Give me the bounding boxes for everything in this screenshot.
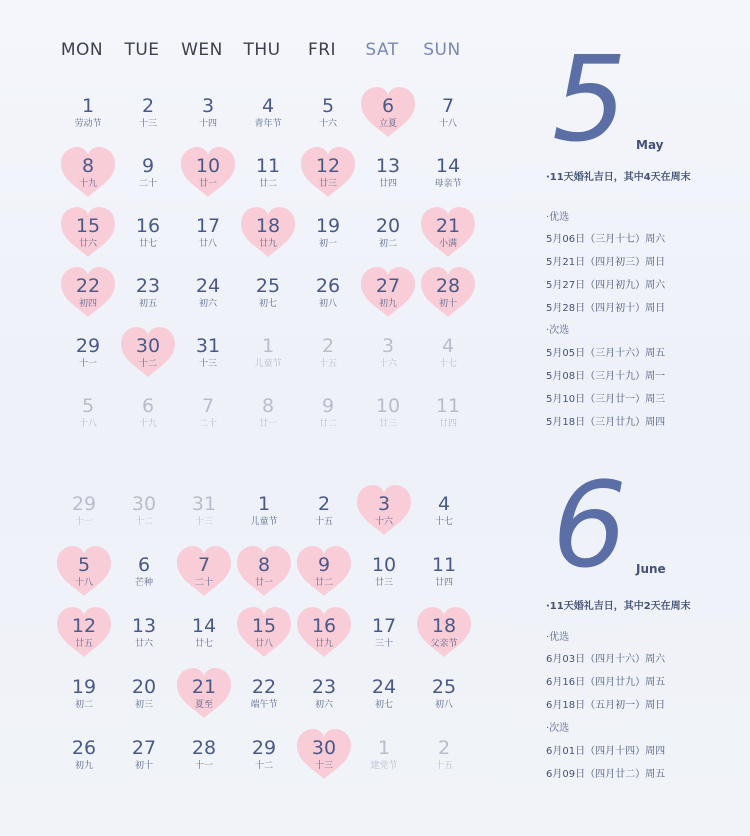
lunar-date-label: 儿童节 xyxy=(254,359,282,369)
day-cell xyxy=(358,206,418,262)
day-number: 5 xyxy=(321,95,335,117)
day-number: 26 xyxy=(71,737,97,759)
day-cell xyxy=(414,728,474,784)
date-recommendation: 5月21日（四月初三）周日 xyxy=(546,257,666,268)
lunar-date-label: 廿八 xyxy=(254,639,273,649)
lunar-date-label: 廿九 xyxy=(314,639,333,649)
lunar-date-label: 初一 xyxy=(318,239,337,249)
lunar-date-label: 初七 xyxy=(374,700,393,710)
lunar-date-label: 廿六 xyxy=(78,239,97,249)
june-best-label: ·优选 xyxy=(546,632,570,643)
date-recommendation: 6月03日（四月十六）周六 xyxy=(546,654,666,665)
day-number: 14 xyxy=(191,615,217,637)
day-number: 13 xyxy=(375,155,401,177)
lunar-date-label: 廿七 xyxy=(194,639,213,649)
day-cell xyxy=(354,728,414,784)
day-cell xyxy=(238,266,298,322)
day-cell xyxy=(298,86,358,142)
day-number: 6 xyxy=(381,95,395,117)
lunar-date-label: 十八 xyxy=(78,419,97,429)
lunar-date-label: 父亲节 xyxy=(430,639,458,649)
day-number: 28 xyxy=(435,275,461,297)
lunar-date-label: 十六 xyxy=(378,359,397,369)
day-cell xyxy=(358,386,418,442)
day-number: 4 xyxy=(261,95,275,117)
day-number: 19 xyxy=(71,676,97,698)
lunar-date-label: 二十 xyxy=(194,578,213,588)
day-cell xyxy=(418,386,478,442)
weekday-header xyxy=(52,40,532,70)
lunar-date-label: 劳动节 xyxy=(74,119,102,129)
lunar-date-label: 十九 xyxy=(138,419,157,429)
auspicious-day-cell xyxy=(234,545,294,601)
weekday-mon: MON xyxy=(60,40,104,60)
day-number: 18 xyxy=(431,615,457,637)
lunar-date-label: 母亲节 xyxy=(434,179,462,189)
lunar-date-label: 十八 xyxy=(438,119,457,129)
day-number: 21 xyxy=(191,676,217,698)
date-recommendation: 5月10日（三月廿一）周三 xyxy=(546,394,666,405)
lunar-date-label: 廿三 xyxy=(374,578,393,588)
lunar-date-label: 廿二 xyxy=(258,179,277,189)
day-cell xyxy=(174,484,234,540)
lunar-date-label: 儿童节 xyxy=(250,517,278,527)
day-cell xyxy=(114,606,174,662)
day-number: 4 xyxy=(441,335,455,357)
day-number: 10 xyxy=(195,155,221,177)
weekday-tue: TUE xyxy=(124,40,160,60)
day-cell xyxy=(354,667,414,723)
day-cell xyxy=(114,728,174,784)
lunar-date-label: 十五 xyxy=(314,517,333,527)
day-number: 29 xyxy=(251,737,277,759)
day-number: 8 xyxy=(257,554,271,576)
lunar-date-label: 初九 xyxy=(378,299,397,309)
lunar-date-label: 立夏 xyxy=(378,119,397,129)
day-number: 15 xyxy=(251,615,277,637)
day-cell xyxy=(358,146,418,202)
day-cell xyxy=(54,667,114,723)
day-number: 20 xyxy=(375,215,401,237)
day-number: 7 xyxy=(441,95,455,117)
lunar-date-label: 十三 xyxy=(138,119,157,129)
day-cell xyxy=(418,86,478,142)
lunar-date-label: 廿九 xyxy=(258,239,277,249)
lunar-date-label: 初二 xyxy=(74,700,93,710)
auspicious-day-cell xyxy=(54,606,114,662)
day-number: 30 xyxy=(135,335,161,357)
auspicious-day-cell xyxy=(358,266,418,322)
day-cell xyxy=(178,326,238,382)
date-recommendation: 5月18日（三月廿九）周四 xyxy=(546,417,666,428)
lunar-date-label: 廿四 xyxy=(378,179,397,189)
day-number: 8 xyxy=(261,395,275,417)
day-cell xyxy=(354,545,414,601)
day-number: 17 xyxy=(371,615,397,637)
auspicious-day-cell xyxy=(118,326,178,382)
weekday-sat: SAT xyxy=(365,40,399,60)
lunar-date-label: 十五 xyxy=(434,761,453,771)
day-number: 24 xyxy=(371,676,397,698)
date-recommendation: 5月27日（四月初九）周六 xyxy=(546,280,666,291)
day-number: 12 xyxy=(71,615,97,637)
day-cell xyxy=(418,326,478,382)
day-number: 2 xyxy=(317,493,331,515)
lunar-date-label: 廿一 xyxy=(198,179,217,189)
day-number: 11 xyxy=(435,395,461,417)
date-recommendation: 5月05日（三月十六）周五 xyxy=(546,348,666,359)
lunar-date-label: 建党节 xyxy=(370,761,398,771)
date-recommendation: 5月28日（四月初十）周日 xyxy=(546,303,666,314)
day-number: 16 xyxy=(311,615,337,637)
day-number: 7 xyxy=(197,554,211,576)
day-cell xyxy=(118,146,178,202)
day-number: 5 xyxy=(81,395,95,417)
lunar-date-label: 十三 xyxy=(194,517,213,527)
day-cell xyxy=(114,545,174,601)
lunar-date-label: 十八 xyxy=(74,578,93,588)
date-recommendation: 6月18日（五月初一）周日 xyxy=(546,700,666,711)
day-number: 1 xyxy=(257,493,271,515)
day-number: 31 xyxy=(191,493,217,515)
lunar-date-label: 三十 xyxy=(374,639,393,649)
lunar-date-label: 二十 xyxy=(138,179,157,189)
lunar-date-label: 廿五 xyxy=(74,639,93,649)
lunar-date-label: 初七 xyxy=(258,299,277,309)
day-number: 14 xyxy=(435,155,461,177)
lunar-date-label: 端午节 xyxy=(250,700,278,710)
auspicious-day-cell xyxy=(58,266,118,322)
day-cell xyxy=(118,206,178,262)
auspicious-day-cell xyxy=(418,206,478,262)
day-number: 30 xyxy=(131,493,157,515)
lunar-date-label: 廿七 xyxy=(138,239,157,249)
day-cell xyxy=(178,386,238,442)
day-cell xyxy=(298,326,358,382)
day-number: 23 xyxy=(135,275,161,297)
date-recommendation: 6月09日（四月廿二）周五 xyxy=(546,769,666,780)
auspicious-day-cell xyxy=(414,606,474,662)
auspicious-day-cell xyxy=(234,606,294,662)
day-cell xyxy=(298,266,358,322)
may-best-label: ·优选 xyxy=(546,212,570,223)
date-recommendation: 6月01日（四月十四）周四 xyxy=(546,746,666,757)
lunar-date-label: 十六 xyxy=(374,517,393,527)
lunar-date-label: 十九 xyxy=(78,179,97,189)
lunar-date-label: 小满 xyxy=(438,239,457,249)
auspicious-day-cell xyxy=(54,545,114,601)
day-cell xyxy=(114,484,174,540)
lunar-date-label: 十七 xyxy=(438,359,457,369)
day-number: 20 xyxy=(131,676,157,698)
lunar-date-label: 初四 xyxy=(78,299,97,309)
day-cell xyxy=(174,606,234,662)
lunar-date-label: 十二 xyxy=(138,359,157,369)
weekday-wen: WEN xyxy=(181,40,223,60)
auspicious-day-cell xyxy=(238,206,298,262)
lunar-date-label: 十二 xyxy=(134,517,153,527)
lunar-date-label: 十三 xyxy=(314,761,333,771)
lunar-date-label: 廿八 xyxy=(198,239,217,249)
day-number: 28 xyxy=(191,737,217,759)
lunar-date-label: 初八 xyxy=(434,700,453,710)
day-number: 9 xyxy=(317,554,331,576)
day-number: 2 xyxy=(141,95,155,117)
day-cell xyxy=(178,266,238,322)
lunar-date-label: 十五 xyxy=(318,359,337,369)
lunar-date-label: 廿一 xyxy=(258,419,277,429)
day-cell xyxy=(298,386,358,442)
day-cell xyxy=(118,86,178,142)
day-number: 10 xyxy=(371,554,397,576)
day-number: 22 xyxy=(75,275,101,297)
lunar-date-label: 十三 xyxy=(198,359,217,369)
auspicious-day-cell xyxy=(294,606,354,662)
day-number: 11 xyxy=(255,155,281,177)
day-cell xyxy=(238,146,298,202)
day-number: 29 xyxy=(71,493,97,515)
lunar-date-label: 初六 xyxy=(314,700,333,710)
lunar-date-label: 初八 xyxy=(318,299,337,309)
date-recommendation: 5月08日（三月十九）周一 xyxy=(546,371,666,382)
may-summary: ·11天婚礼吉日，其中4天在周末 xyxy=(546,172,691,183)
lunar-date-label: 廿三 xyxy=(378,419,397,429)
lunar-date-label: 十一 xyxy=(194,761,213,771)
may-next-label: ·次选 xyxy=(546,325,570,336)
lunar-date-label: 廿二 xyxy=(314,578,333,588)
day-number: 21 xyxy=(435,215,461,237)
day-cell xyxy=(234,484,294,540)
day-number: 9 xyxy=(321,395,335,417)
day-number: 3 xyxy=(201,95,215,117)
may-month-name: May xyxy=(636,138,664,152)
lunar-date-label: 二十 xyxy=(198,419,217,429)
auspicious-day-cell xyxy=(58,206,118,262)
day-cell xyxy=(414,484,474,540)
day-number: 13 xyxy=(131,615,157,637)
auspicious-day-cell xyxy=(174,545,234,601)
day-number: 6 xyxy=(141,395,155,417)
weekday-sun: SUN xyxy=(423,40,461,60)
day-cell xyxy=(238,326,298,382)
weekday-thu: THU xyxy=(243,40,281,60)
day-number: 30 xyxy=(311,737,337,759)
day-cell xyxy=(234,728,294,784)
lunar-date-label: 初二 xyxy=(378,239,397,249)
day-number: 12 xyxy=(315,155,341,177)
date-recommendation: 5月06日（三月十七）周六 xyxy=(546,234,666,245)
day-number: 23 xyxy=(311,676,337,698)
day-cell xyxy=(414,545,474,601)
lunar-date-label: 十一 xyxy=(74,517,93,527)
day-number: 25 xyxy=(431,676,457,698)
day-number: 27 xyxy=(131,737,157,759)
day-number: 8 xyxy=(81,155,95,177)
day-cell xyxy=(354,606,414,662)
day-number: 10 xyxy=(375,395,401,417)
day-cell xyxy=(118,266,178,322)
day-cell xyxy=(118,386,178,442)
lunar-date-label: 廿三 xyxy=(318,179,337,189)
lunar-date-label: 初六 xyxy=(198,299,217,309)
day-number: 3 xyxy=(377,493,391,515)
day-number: 2 xyxy=(321,335,335,357)
day-number: 26 xyxy=(315,275,341,297)
lunar-date-label: 廿一 xyxy=(254,578,273,588)
day-number: 29 xyxy=(75,335,101,357)
day-cell xyxy=(298,206,358,262)
day-number: 15 xyxy=(75,215,101,237)
day-number: 1 xyxy=(81,95,95,117)
lunar-date-label: 青年节 xyxy=(254,119,282,129)
lunar-date-label: 廿六 xyxy=(134,639,153,649)
lunar-date-label: 初九 xyxy=(74,761,93,771)
day-cell xyxy=(178,86,238,142)
day-cell xyxy=(54,484,114,540)
lunar-date-label: 廿四 xyxy=(434,578,453,588)
auspicious-day-cell xyxy=(298,146,358,202)
day-number: 25 xyxy=(255,275,281,297)
day-number: 9 xyxy=(141,155,155,177)
day-cell xyxy=(418,146,478,202)
day-number: 11 xyxy=(431,554,457,576)
auspicious-day-cell xyxy=(294,728,354,784)
day-cell xyxy=(54,728,114,784)
day-cell xyxy=(114,667,174,723)
day-number: 7 xyxy=(201,395,215,417)
day-number: 4 xyxy=(437,493,451,515)
may-big-number: 5 xyxy=(552,30,624,168)
day-number: 3 xyxy=(381,335,395,357)
day-number: 27 xyxy=(375,275,401,297)
lunar-date-label: 初三 xyxy=(134,700,153,710)
day-number: 1 xyxy=(261,335,275,357)
auspicious-day-cell xyxy=(294,545,354,601)
lunar-date-label: 夏至 xyxy=(194,700,213,710)
lunar-date-label: 初五 xyxy=(138,299,157,309)
lunar-date-label: 廿二 xyxy=(318,419,337,429)
june-month-name: June xyxy=(636,562,666,576)
lunar-date-label: 十七 xyxy=(434,517,453,527)
lunar-date-label: 初十 xyxy=(438,299,457,309)
lunar-date-label: 廿四 xyxy=(438,419,457,429)
day-cell xyxy=(358,326,418,382)
day-cell xyxy=(414,667,474,723)
day-number: 5 xyxy=(77,554,91,576)
day-cell xyxy=(234,667,294,723)
day-cell xyxy=(58,386,118,442)
lunar-date-label: 初十 xyxy=(134,761,153,771)
day-number: 22 xyxy=(251,676,277,698)
weekday-fri: FRI xyxy=(307,40,337,60)
lunar-date-label: 十一 xyxy=(78,359,97,369)
lunar-date-label: 十六 xyxy=(318,119,337,129)
day-cell xyxy=(58,326,118,382)
day-number: 1 xyxy=(377,737,391,759)
lunar-date-label: 十四 xyxy=(198,119,217,129)
lunar-date-label: 十二 xyxy=(254,761,273,771)
day-cell xyxy=(58,86,118,142)
day-cell xyxy=(238,386,298,442)
auspicious-day-cell xyxy=(174,667,234,723)
auspicious-day-cell xyxy=(354,484,414,540)
auspicious-day-cell xyxy=(418,266,478,322)
june-big-number: 6 xyxy=(552,456,624,594)
day-number: 17 xyxy=(195,215,221,237)
auspicious-day-cell xyxy=(58,146,118,202)
auspicious-day-cell xyxy=(358,86,418,142)
auspicious-day-cell xyxy=(178,146,238,202)
day-cell xyxy=(174,728,234,784)
day-number: 24 xyxy=(195,275,221,297)
day-number: 6 xyxy=(137,554,151,576)
day-number: 19 xyxy=(315,215,341,237)
day-cell xyxy=(178,206,238,262)
june-next-label: ·次选 xyxy=(546,723,570,734)
date-recommendation: 6月16日（四月廿九）周五 xyxy=(546,677,666,688)
day-number: 31 xyxy=(195,335,221,357)
june-summary: ·11天婚礼吉日，其中2天在周末 xyxy=(546,601,691,612)
day-number: 2 xyxy=(437,737,451,759)
day-number: 16 xyxy=(135,215,161,237)
day-cell xyxy=(294,484,354,540)
day-cell xyxy=(238,86,298,142)
day-number: 18 xyxy=(255,215,281,237)
lunar-date-label: 芒种 xyxy=(134,578,153,588)
day-cell xyxy=(294,667,354,723)
